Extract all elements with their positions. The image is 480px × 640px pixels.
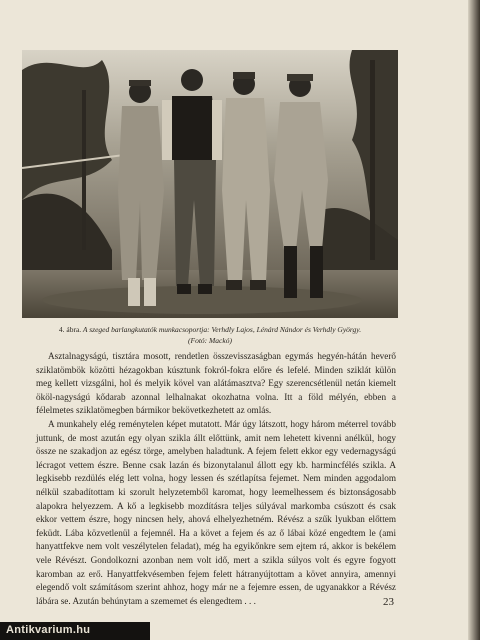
body-text <box>36 350 396 608</box>
watermark-text: Antikvarium.hu <box>6 624 91 636</box>
page-edge-shadow <box>468 0 480 640</box>
figure-caption <box>22 324 398 346</box>
paragraph-2: A munkahely elég reménytelen képet mutatott. Már úgy látszott, hogy három méterrel tovább juttunk, de most azután egy olyan szikla állt előttünk, amit nem lehetett kivenni anélkül, hogy össze ne szakadjon az egész törge, amelyben haladtunk. A fejem felett ekkor egy vedernagyságú lécragot vettem észre. Benne csak lazán és bizonytalanul állott egy kb. harmincfélés szikla. A legkisebb rezdülés elég lett volna, hogy lessen és szétlapítsa fejemet. Nem minden aggodalom nélkül szabadítottam ki szorult helyzetemből karomat, hogy leemelhessem és biztonságosabb alapokra helyezzem. A kő a legkisebb mozdításra teljes súlyával markomba csúszott és csak ekkor vettem észre, hogy nincsen hely, ahová elhelyezhetném. Révész a szűk lyukban előttem feküdt. Lába közvetlenül a fejemnél. Ha a követ a fejem és az ő lábai közé engedtem le (ami hanyattfekve nem volt veszélytelen feladat), még ha egyikőnkre sem ejtem rá, akkor is bekélem vele Révészt. Gondolkozni azonban nem volt idő, mert a szikla súlyos volt és egyre fogyott karomban az erő. Hanyattfekvésemben fejem felett hátranyújtottam a követ annyira, amennyi elegendő volt számításom szerint ahhoz, hogy már ne a fejemre essen, de ugyanakkor a Révész lábára se. Azután behúnytam a szememet és elengedtem . . . <box>36 418 396 606</box>
watermark <box>0 622 150 640</box>
caption-number: 4. ábra. <box>58 325 82 334</box>
page-number: 23 <box>383 596 394 608</box>
four-men-photo <box>22 50 398 318</box>
caption-credit: (Fotó: Mackó) <box>188 336 232 345</box>
caption-text: A szeged barlangkutatók munkacsoportja: Verhdly Lajos, Lénárd Nándor és Verhdly György. <box>82 325 362 334</box>
paragraph-1: Asztalnagyságú, tisztára mosott, rendetlen összevisszaságban egymás hegyén-hátán heverő sziklatömbök közötti hézagokban kúsztunk fokról-fokra előre és lefelé. Minden sziklát külön meg kellett vizsgálni, hol és melyik kövel van alátámasztva? Egy szerencsétlenül netán kiemelt ököl-nagyságú kődarab azonnal lelhalnakat okozhatna volna. Itt a föld mélyén, ebben a félelmetes sziklatömegben bármikor bekövetkezhetett az omlás. <box>36 351 396 416</box>
